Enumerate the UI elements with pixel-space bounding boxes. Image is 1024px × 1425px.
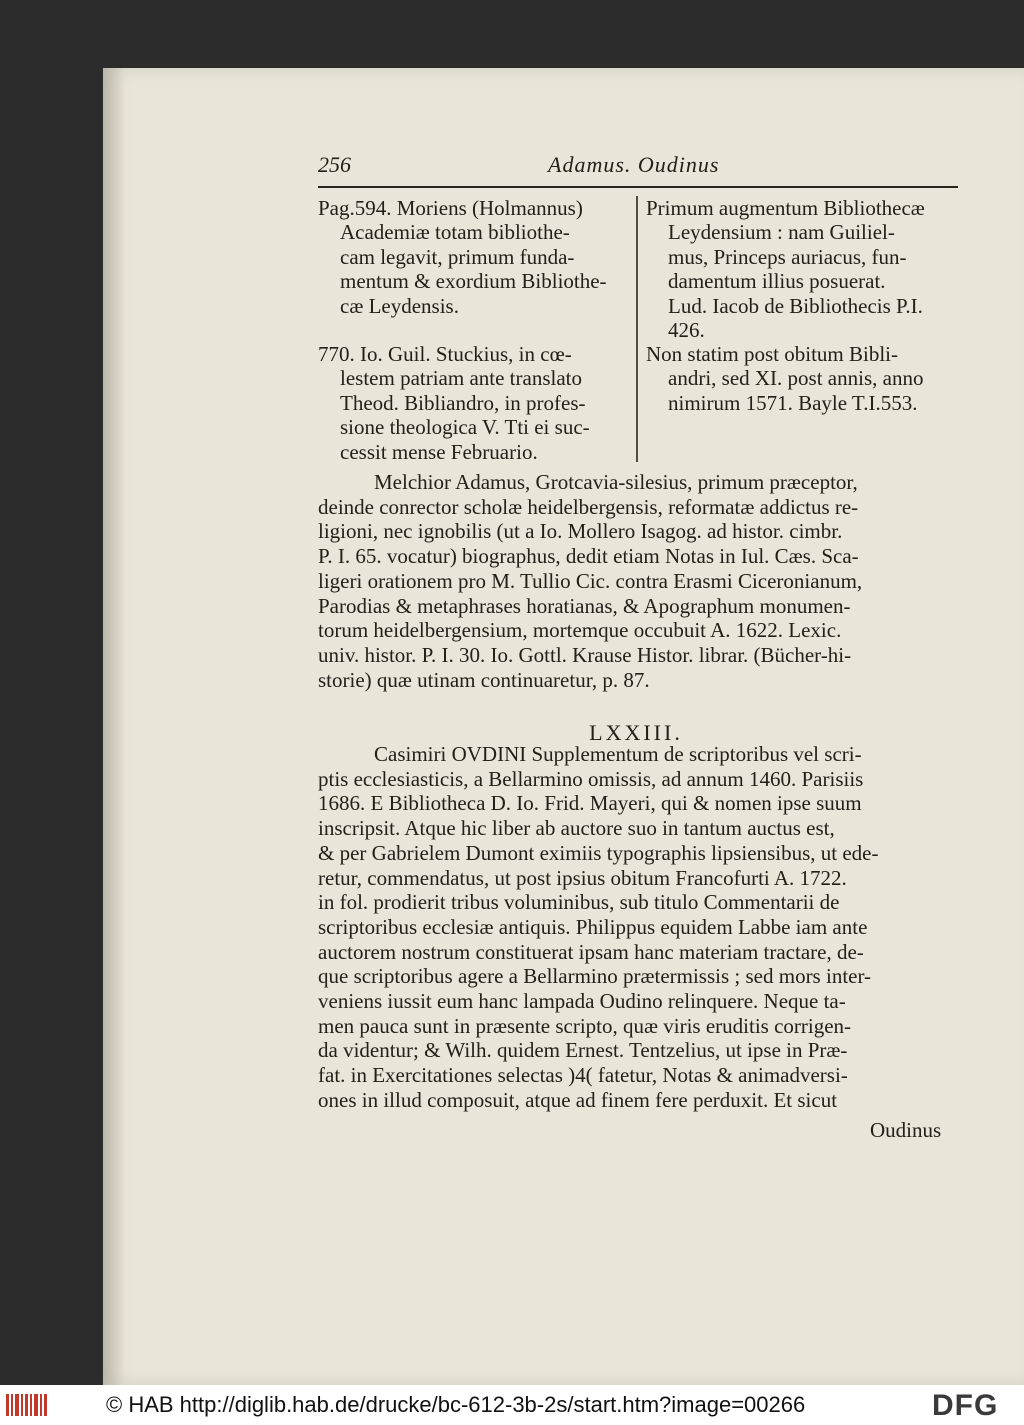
text-line: storie) quæ utinam continuaretur, p. 87. <box>318 667 650 692</box>
note-line: Lud. Iacob de Bibliothecis P.I. <box>668 293 923 318</box>
note-right-non-statim <box>646 342 958 415</box>
text-line: Melchior Adamus, Grotcavia-silesius, primum præceptor, <box>374 470 858 494</box>
header-rule <box>318 186 958 188</box>
note-line: lestem patriam ante translato <box>340 366 582 391</box>
text-line: & per Gabrielem Dumont eximiis typographis lipsiensibus, ut ede- <box>318 840 879 865</box>
note-line: cessit mense Februario. <box>340 439 538 464</box>
text-line: P. I. 65. vocatur) biographus, dedit etiam Notas in Iul. Cæs. Sca- <box>318 544 859 569</box>
note-line: Academiæ totam bibliothe- <box>340 220 570 245</box>
note-line: Theod. Bibliandro, in profes- <box>340 390 586 415</box>
text-line: men pauca sunt in præsente scripto, quæ viris eruditis corrigen- <box>318 1013 852 1038</box>
text-line: que scriptoribus agere a Bellarmino prætermissis ; sed mors inter- <box>318 964 872 989</box>
note-line: mus, Princeps auriacus, fun- <box>668 244 907 269</box>
text-line: univ. histor. P. I. 30. Io. Gottl. Krause Histor. librar. (Bücher-hi- <box>318 642 852 667</box>
note-line: damentum illius posuerat. <box>668 269 886 294</box>
note-line: Non statim post obitum Bibli- <box>646 342 899 366</box>
catchword: Oudinus <box>870 1118 942 1142</box>
paragraph-adamus <box>318 470 954 692</box>
text-line: in fol. prodierit tribus voluminibus, sub titulo Commentarii de <box>318 890 840 915</box>
text-line: Casimiri OVDINI Supplementum de scriptoribus vel scri- <box>374 742 862 766</box>
text-line: 1686. E Bibliotheca D. Io. Frid. Mayeri, qui & nomen ipse suum <box>318 791 862 816</box>
note-line: Pag.594. Moriens (Holmannus) <box>318 196 583 220</box>
page-number: 256 <box>318 152 351 177</box>
column-divider <box>636 196 638 462</box>
text-line: retur, commendatus, ut post ipsius obitum Francofurti A. 1722. <box>318 865 847 890</box>
note-line: sione theologica V. Tti ei suc- <box>340 415 590 440</box>
note-line: andri, sed XI. post annis, anno <box>668 366 924 391</box>
text-line: deinde conrector scholæ heidelbergensis, reformatæ addictus re- <box>318 494 859 519</box>
note-line: nimirum 1571. Bayle T.I.553. <box>668 390 918 415</box>
text-line: ligioni, nec ignobilis (ut a Io. Mollero Isagog. ad histor. cimbr. <box>318 519 843 544</box>
note-line: 426. <box>668 318 705 343</box>
text-line: inscripsit. Atque hic liber ab auctore suo in tantum auctus est, <box>318 816 835 841</box>
text-line: Parodias & metaphrases horatianas, & Apographum monumen- <box>318 593 851 618</box>
note-line: Primum augmentum Bibliothecæ <box>646 196 925 220</box>
note-line: cam legavit, primum funda- <box>340 244 575 269</box>
note-line: 770. Io. Guil. Stuckius, in cœ- <box>318 342 572 366</box>
text-line: ligeri orationem pro M. Tullio Cic. contra Erasmi Ciceronianum, <box>318 568 863 593</box>
dfg-logo: DFG <box>932 1389 999 1422</box>
section-heading: LXXIII. <box>589 720 683 745</box>
text-line: da videntur; & Wilh. quidem Ernest. Tentzelius, ut ipse in Præ- <box>318 1038 848 1063</box>
note-left-770 <box>318 342 636 464</box>
text-line: veniens iussit eum hanc lampada Oudino relinquere. Neque ta- <box>318 989 846 1014</box>
text-line: ones in illud composuit, atque ad finem fere perduxit. Et sicut <box>318 1087 838 1112</box>
running-head <box>318 148 958 184</box>
barcode-icon <box>4 1390 50 1420</box>
text-line: auctorem nostrum constituerat ipsam hanc materiam tractare, de- <box>318 939 864 964</box>
note-line: Leydensium : nam Guiliel- <box>668 220 895 245</box>
note-line: mentum & exordium Bibliothe- <box>340 269 607 294</box>
text-line: fat. in Exercitationes selectas )4( fatetur, Notas & animadversi- <box>318 1063 848 1088</box>
text-line: torum heidelbergensium, mortemque occubuit A. 1622. Lexic. <box>318 618 842 643</box>
paragraph-oudinus <box>318 742 954 1113</box>
running-title: Adamus. Oudinus <box>548 152 720 177</box>
note-right-augmentum <box>646 196 958 342</box>
text-line: scriptoribus ecclesiæ antiquis. Philippus equidem Labbe iam ante <box>318 914 868 939</box>
text-line: ptis ecclesiasticis, a Bellarmino omissis, ad annum 1460. Parisiis <box>318 766 864 791</box>
copyright-url-link[interactable]: © HAB http://diglib.hab.de/drucke/bc-612-3b-2s/start.htm?image=00266 <box>106 1392 806 1417</box>
note-line: cæ Leydensis. <box>340 293 459 318</box>
note-left-pag594 <box>318 196 636 318</box>
